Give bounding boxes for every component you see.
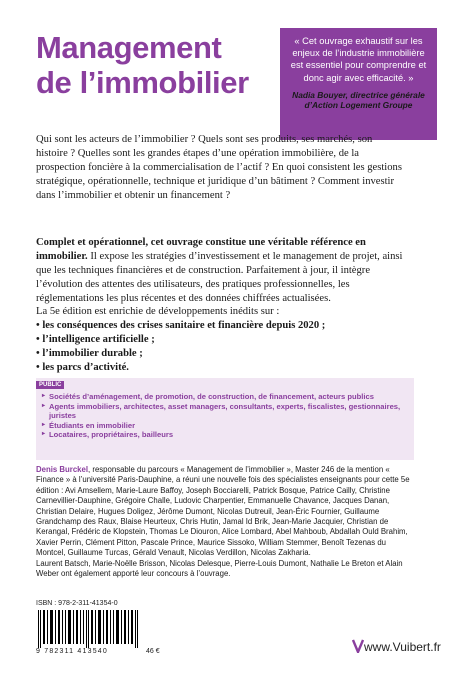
barcode-icon xyxy=(36,610,140,648)
edition-list xyxy=(36,319,408,375)
public-item: ▸ Sociétés d’aménagement, de promotion, de construction, de financement, acteurs publics xyxy=(42,392,410,402)
edition-item: • les parcs d’activité. xyxy=(36,362,129,374)
author-paragraph xyxy=(36,465,416,559)
publisher-logo[interactable] xyxy=(352,637,441,659)
author-note xyxy=(36,465,416,579)
public-badge: PUBLIC xyxy=(36,381,64,389)
author-text: , responsable du parcours « Management de l’immobilier », Master 246 de la mention « Finance » à l’université Paris-Dauphine, a réuni une nouvelle fois des spécialistes enseignants pour cette 5e édition : Avi Amsellem, Marie-Laure Baffoy, Joseph Bocciarelli, Patrick Bosque, Patrice Cailly, Christine Carnevillier-Dauphine, Grégoire Challe, Ludovic Charpentier, Emmanuelle Chavance, Jacques Danan, Christian Delaire, Hugues Doligez, Jérôme Dumont, Nicolas Dutreuil, Jean-Éric Fournier, Guillaume Grandchamp des Raux, Blaise Heurteux, Chris Hutin, Jamal Id Brik, Jean-Marie Jacquier, Christian de Kerangal, Frédéric de Klopstein, Thomas Le Diouron, Alice Lombard, Abel Mahboub, Abdallah Ould Brahim, Xavier Perrin, Clément Pitton, Pascale Prince, Maurice Sissoko, William Stemmer, Benoît Tezenas du Montcel, Guillaume Turcas, Gérald Venault, Nicolas Verdillon, Nicolas Zakharia. xyxy=(36,465,410,558)
book-title xyxy=(36,30,276,100)
description-lead: Complet et opérationnel, cet ouvrage constitue une véritable référence en immobilier. xyxy=(36,237,366,263)
testimonial-quote: « Cet ouvrage exhaustif sur les enjeux de l’industrie immobilière est essentiel pour comprendre et donc agir avec efficacité. » xyxy=(290,36,427,83)
edition-item: • les conséquences des crises sanitaire et financière depuis 2020 ; xyxy=(36,320,326,332)
intro-paragraph: Qui sont les acteurs de l’immobilier ? Quels sont ses produits, ses marchés, son histoire ? Quelles sont les grandes étapes d’une opération immobilière, de la prospection foncière à la commercialisation de l’actif ? En quoi consistent les gestions stratégique, opérationnelle, technique et juridique d’un bâtiment ? Comment investir dans l’immobilier et obtenir un financement ? xyxy=(36,134,402,202)
public-list xyxy=(42,392,410,440)
edition-section xyxy=(36,305,408,375)
description-paragraph xyxy=(36,236,408,306)
description-body: Il expose les stratégies d’investissement et le management de projet, ainsi que les techniques financières et de construction. Parfaitement à jour, il intègre l’évolution des attentes des utilisateurs, des pratiques professionnelles, les réglementations les plus récentes et des données chiffrées actualisées. xyxy=(36,251,403,305)
isbn-label: ISBN : 978-2-311-41354-0 xyxy=(36,600,118,607)
edition-item: • l’intelligence artificielle ; xyxy=(36,334,155,346)
public-item: ▸ Étudiants en immobilier xyxy=(42,421,410,431)
testimonial-box xyxy=(280,28,437,140)
contributors-paragraph: Laurent Batsch, Marie-Noëlle Brisson, Nicolas Delesque, Pierre-Louis Dumont, Nathalie Le Breton et Alain Weber ont également apporté leur concours à l’ouvrage. xyxy=(36,558,403,579)
public-item: ▸ Agents immobiliers, architectes, asset managers, consultants, experts, fiscalistes, gestionnaires, juristes xyxy=(42,402,410,421)
public-audience-box xyxy=(36,378,414,460)
barcode-number: 9 782311 413540 xyxy=(36,648,108,655)
price: 46 € xyxy=(146,648,160,655)
edition-item: • l’immobilier durable ; xyxy=(36,348,143,360)
vuibert-logo-icon xyxy=(352,639,364,653)
title-line-2: de l’immobilier xyxy=(36,65,249,100)
testimonial-author: Nadia Bouyer, directrice générale d’Action Logement Groupe xyxy=(292,89,425,111)
publisher-url[interactable]: www.Vuibert.fr xyxy=(364,640,441,654)
title-line-1: Management xyxy=(36,30,222,65)
isbn-block xyxy=(36,600,176,660)
edition-intro: La 5e édition est enrichie de développements inédits sur : xyxy=(36,306,280,317)
public-item: ▸ Locataires, propriétaires, bailleurs xyxy=(42,430,410,440)
author-name: Denis Burckel xyxy=(36,465,89,474)
